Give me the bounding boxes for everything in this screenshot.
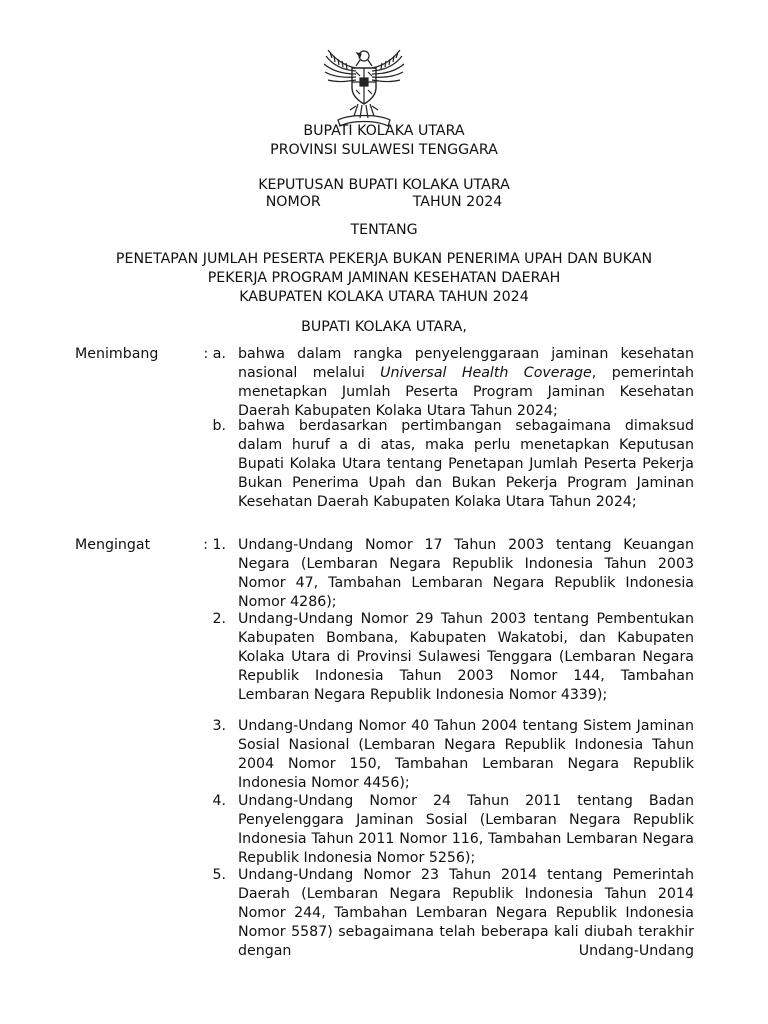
title-line: KABUPATEN KOLAKA UTARA TAHUN 2024 bbox=[239, 289, 529, 305]
tentang-heading: TENTANG bbox=[350, 222, 418, 238]
mengingat-item-5: Undang-Undang Nomor 23 Tahun 2014 tentang Pemerintah Daerah (Lembaran Negara Republik Indonesia Tahun 2014 Nomor 244, Tambahan Lembaran Negara Republik Indonesia Nomor 5587) sebagaimana telah beberapa kali diubah terakhir dengan Undang-Undang bbox=[238, 867, 694, 959]
title-line: PEKERJA PROGRAM JAMINAN KESEHATAN DAERAH bbox=[207, 270, 561, 286]
mengingat-marker-1: : 1. bbox=[203, 537, 226, 553]
menimbang-item-b: bahwa berdasarkan pertimbangan sebagaimana dimaksud dalam huruf a di atas, maka perlu menetapkan Keputusan Bupati Kolaka Utara tentang Penetapan Jumlah Peserta Pekerja Bukan Penerima Upah dan Bukan Pekerja Program Jaminan Kesehatan Daerah Kabupaten Kolaka Utara Tahun 2024; bbox=[238, 418, 694, 510]
regent-heading: BUPATI KOLAKA UTARA bbox=[303, 123, 465, 139]
decree-heading: KEPUTUSAN BUPATI KOLAKA UTARA bbox=[258, 177, 510, 193]
mengingat-marker-2: 2. bbox=[212, 611, 226, 627]
text-run: , pemerintah menetapkan Jumlah Peserta Program Jaminan Kesehatan Daerah Kabupaten Kolaka Utara Tahun 2024; bbox=[238, 365, 694, 419]
menimbang-item-a bbox=[238, 345, 694, 421]
mengingat-marker-5: 5. bbox=[212, 867, 226, 883]
mengingat-item-1: Undang-Undang Nomor 17 Tahun 2003 tentang Keuangan Negara (Lembaran Negara Republik Indonesia Tahun 2003 Nomor 47, Tambahan Lembaran Negara Republik Indonesia Nomor 4286); bbox=[238, 537, 694, 610]
mengingat-item-2: Undang-Undang Nomor 29 Tahun 2003 tentang Pembentukan Kabupaten Bombana, Kabupaten Wakatobi, dan Kabupaten Kolaka Utara di Provinsi Sulawesi Tenggara (Lembaran Negara Republik Indonesia Tahun 2003 Nomor 144, Tambahan Lembaran Negara Republik Indonesia Nomor 4339); bbox=[238, 611, 694, 703]
menimbang-marker-a: : a. bbox=[203, 346, 226, 362]
decree-number-line bbox=[0, 193, 768, 212]
menimbang-marker-b: b. bbox=[212, 418, 226, 434]
mengingat-marker-3: 3. bbox=[212, 718, 226, 734]
decree-title bbox=[60, 250, 708, 307]
mengingat-marker-4: 4. bbox=[212, 793, 226, 809]
menimbang-label: Menimbang bbox=[75, 346, 159, 362]
garuda-emblem-icon bbox=[320, 44, 408, 132]
province-heading: PROVINSI SULAWESI TENGGARA bbox=[270, 142, 498, 158]
mengingat-item-3: Undang-Undang Nomor 40 Tahun 2004 tentang Sistem Jaminan Sosial Nasional (Lembaran Negara Republik Indonesia Tahun 2004 Nomor 150, Tambahan Lembaran Negara Republik Indonesia Nomor 4456); bbox=[238, 718, 694, 791]
tahun-label: TAHUN 2024 bbox=[412, 194, 503, 210]
mengingat-label: Mengingat bbox=[75, 537, 151, 553]
issuer-heading: BUPATI KOLAKA UTARA, bbox=[301, 319, 467, 335]
italic-term: Universal Health Coverage bbox=[380, 365, 592, 381]
title-line: PENETAPAN JUMLAH PESERTA PEKERJA BUKAN PENERIMA UPAH DAN BUKAN bbox=[115, 251, 653, 267]
mengingat-item-4: Undang-Undang Nomor 24 Tahun 2011 tentang Badan Penyelenggara Jaminan Sosial (Lembaran Negara Republik Indonesia Tahun 2011 Nomor 116, Tambahan Lembaran Negara Republik Indonesia Nomor 5256); bbox=[238, 793, 694, 866]
nomor-label: NOMOR bbox=[265, 194, 321, 210]
text-run: bahwa dalam rangka penyelenggaraan jaminan kesehatan nasional melalui bbox=[238, 346, 694, 381]
